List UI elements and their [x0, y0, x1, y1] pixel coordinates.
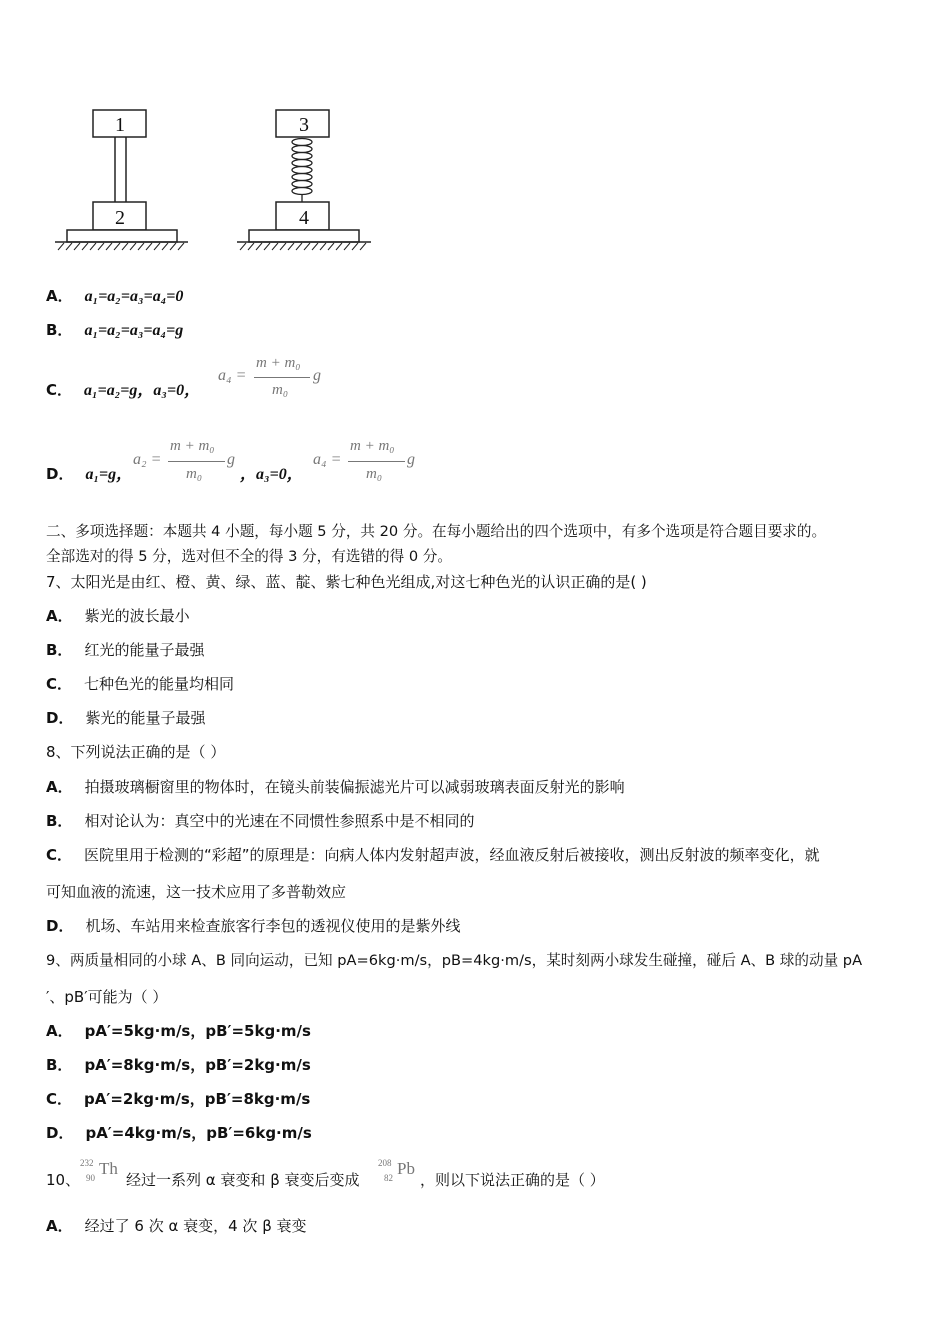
q8-option-a: A． 拍摄玻璃橱窗里的物体时，在镜头前装偏振滤光片可以减弱玻璃表面反射光的影响 — [46, 778, 625, 796]
q6-option-d-formula-a4: a₄ = m + m₀ m₀ g — [313, 438, 415, 482]
thorium-232-nuclide: 232 90 Th — [80, 1158, 118, 1183]
right-apparatus — [237, 110, 371, 250]
spring — [292, 139, 312, 203]
q7-option-c: C． 七种色光的能量均相同 — [46, 675, 235, 693]
q10-stem-tail: ，则以下说法正确的是（ ） — [420, 1171, 605, 1189]
q9-option-d: D． pA′=4kg·m/s，pB′=6kg·m/s — [46, 1124, 312, 1142]
label-1: 1 — [115, 114, 125, 136]
q8-option-b: B． 相对论认为：真空中的光速在不同惯性参照系中是不相同的 — [46, 812, 475, 830]
label-3: 3 — [299, 114, 309, 136]
q9-option-c: C． pA′=2kg·m/s，pB′=8kg·m/s — [46, 1090, 311, 1108]
q6-option-d-formula-a2: a₂ = m + m₀ m₀ g — [133, 438, 235, 482]
section2-note: 全部选对的得 5 分，选对但不全的得 3 分，有选错的得 0 分。 — [46, 548, 452, 565]
q8-option-c: C． 医院里用于检测的“彩超”的原理是：向病人体内发射超声波，经血液反射后被接收，测出反射波的频率变化，就 — [46, 846, 820, 864]
base-right — [249, 230, 359, 242]
q7-option-d: D． 紫光的能量子最强 — [46, 709, 206, 727]
lead-208-nuclide: 208 82 Pb — [378, 1158, 415, 1183]
q9-stem-cont: ′、pB′可能为（ ） — [46, 988, 168, 1006]
q6-option-c: C． a₁=a₂=g，a₃=0， — [46, 381, 201, 399]
q6-option-d: D． a₁=g， — [46, 465, 133, 483]
q8-option-d: D． 机场、车站用来检查旅客行李包的透视仪使用的是紫外线 — [46, 917, 461, 935]
left-apparatus — [55, 110, 188, 250]
label-4: 4 — [299, 207, 309, 229]
section2-heading: 二、多项选择题：本题共 4 小题，每小题 5 分，共 20 分。在每小题给出的四个选项中，有多个选项是符合题目要求的。 — [46, 523, 827, 540]
q10-stem-mid: 经过一系列 α 衰变和 β 衰变后变成 — [126, 1171, 360, 1189]
q10-number: 10、 — [46, 1171, 81, 1189]
label-2: 2 — [115, 207, 125, 229]
q6-option-d-mid: ，a₃=0， — [240, 466, 303, 483]
q9-option-b: B． pA′=8kg·m/s，pB′=2kg·m/s — [46, 1056, 311, 1074]
q6-option-b: B． a₁=a₂=a₃=a₄=g — [46, 321, 184, 339]
q7-option-a: A． 紫光的波长最小 — [46, 607, 190, 625]
q7-stem: 7、太阳光是由红、橙、黄、绿、蓝、靛、紫七种色光组成,对这七种色光的认识正确的是( ) — [46, 573, 647, 591]
q10-option-a: A． 经过了 6 次 α 衰变，4 次 β 衰变 — [46, 1217, 307, 1235]
q6-option-a: A． a₁=a₂=a₃=a₄=0 — [46, 287, 184, 305]
q6-option-c-formula: a₄ = m + m₀ m₀ g — [218, 355, 321, 398]
base-left — [67, 230, 177, 242]
q9-option-a: A． pA′=5kg·m/s，pB′=5kg·m/s — [46, 1022, 311, 1040]
q8-stem: 8、下列说法正确的是（ ） — [46, 743, 226, 761]
q9-stem: 9、两质量相同的小球 A、B 同向运动，已知 pA=6kg·m/s，pB=4kg·m/s，某时刻两小球发生碰撞，碰后 A、B 球的动量 pA — [46, 952, 863, 969]
spring-rod-figure — [50, 105, 380, 260]
q8-option-c-cont: 可知血液的流速，这一技术应用了多普勒效应 — [46, 883, 347, 901]
q7-option-b: B． 红光的能量子最强 — [46, 641, 205, 659]
